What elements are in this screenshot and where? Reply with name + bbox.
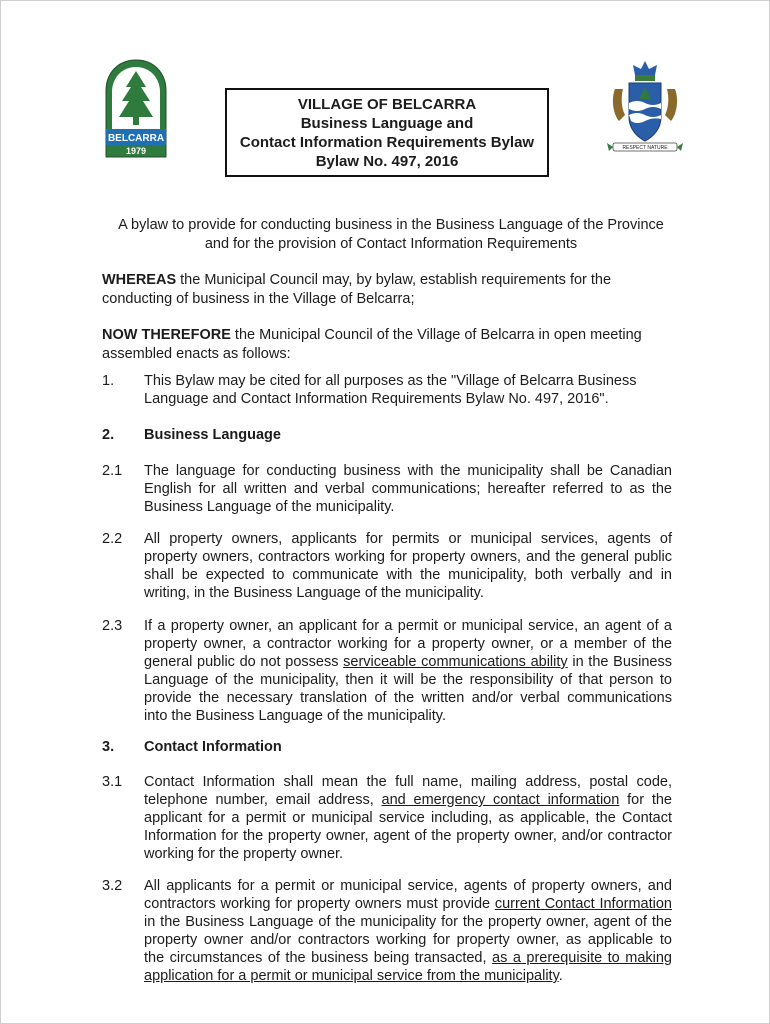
section-3-1-text <box>144 773 672 863</box>
section-3-1-line-part: for the <box>619 792 672 808</box>
serviceable-communications-ability-term: serviceable communications ability <box>343 654 568 670</box>
section-3-1-number: 3.1 <box>102 774 123 790</box>
now-therefore-clause <box>102 326 682 364</box>
now-therefore-line-2: assembled enacts as follows: <box>102 346 291 362</box>
section-3-2-line-part: the circumstances of the business being transacted, <box>144 950 493 966</box>
title-line-2: Business Language and <box>300 115 474 132</box>
section-1-text <box>144 372 672 408</box>
section-2-3-line: into the Business Language of the municipality. <box>144 708 447 724</box>
logo-name: BELCARRA <box>107 133 165 144</box>
section-3-2-line: in the Business Language of the municipality for the property owner, agent of the <box>144 914 672 930</box>
section-3-2-number: 3.2 <box>102 878 123 894</box>
section-2-3-line: property owner, a contractor working for a property owner, or a member of the <box>144 636 672 652</box>
section-3-1-line: working for the property owner. <box>144 846 344 862</box>
section-3-2-line <box>144 967 672 985</box>
title-line-1: VILLAGE OF BELCARRA <box>297 96 477 113</box>
section-2-3-line: provide the necessary translation of the written and/or verbal communications <box>144 690 672 706</box>
section-1-number: 1. <box>102 373 115 389</box>
section-2-2-line: writing, in the Business Language of the municipality. <box>144 585 484 601</box>
section-2-2-line: shall be expected to communicate with the municipality, both verbally and in <box>144 567 672 583</box>
logo-year: 1979 <box>125 146 147 156</box>
section-3-heading: Contact Information <box>144 739 282 755</box>
whereas-line-1: the Municipal Council may, by bylaw, establish requirements for the <box>176 272 612 288</box>
now-therefore-line-1: the Municipal Council of the Village of Belcarra in open meeting <box>230 327 642 343</box>
section-3-1-line: applicant for a permit or municipal service including, as applicable, the Contact <box>144 810 672 826</box>
section-2-2-number: 2.2 <box>102 531 123 547</box>
section-3-2-line-part: contractors working for property owners must provide <box>144 896 495 912</box>
section-2-2-line: All property owners, applicants for permits or municipal services, agents of <box>144 531 672 547</box>
section-1-line: This Bylaw may be cited for all purposes as the "Village of Belcarra Business <box>144 373 637 389</box>
section-2-1-line: English for all written and verbal communications; hereafter referred to as the <box>144 481 672 497</box>
now-therefore-lead: NOW THEREFORE <box>102 327 231 343</box>
section-2-3-number: 2.3 <box>102 618 123 634</box>
section-2-3-text <box>144 617 672 725</box>
title-line-4: Bylaw No. 497, 2016 <box>315 153 459 170</box>
whereas-line-2: conducting of business in the Village of Belcarra; <box>102 291 415 307</box>
section-2-3-line: If a property owner, an applicant for a permit or municipal service, an agent of a <box>144 618 672 634</box>
coat-of-arms-crest <box>605 59 685 159</box>
whereas-lead: WHEREAS <box>102 272 177 288</box>
bylaw-title-box <box>225 88 549 177</box>
section-3-2-text <box>144 877 672 985</box>
section-2-3-line-part: general public do not possess <box>144 654 344 670</box>
current-contact-information-term: current Contact Information <box>494 896 672 912</box>
preamble-line-2: and for the provision of Contact Information Requirements <box>204 236 578 252</box>
belcarra-logo <box>104 59 168 159</box>
prerequisite-term-continued: application for a permit or municipal service from the municipality <box>144 968 559 984</box>
section-1-line: Language and Contact Information Requirements Bylaw No. 497, 2016". <box>144 391 609 407</box>
section-3-1-line <box>144 791 672 809</box>
section-3-1-line: Contact Information shall mean the full name, mailing address, postal code, <box>144 774 672 790</box>
preamble <box>101 216 681 254</box>
crest-motto: RESPECT NATURE <box>622 145 668 151</box>
section-3-2-line <box>144 949 672 967</box>
prerequisite-term: as a prerequisite to making <box>492 950 672 966</box>
preamble-line-1: A bylaw to provide for conducting business in the Business Language of the Province <box>118 217 664 233</box>
section-2-3-line: Language of the municipality, then it will be the responsibility of that person to <box>144 672 672 688</box>
section-3-number: 3. <box>102 739 115 755</box>
section-3-2-line: All applicants for a permit or municipal service, agents of property owners, and <box>144 878 672 894</box>
section-2-2-line: property owners, contractors working for property owners, and the general public <box>144 549 672 565</box>
section-3-2-line <box>144 895 672 913</box>
section-3-1-line: Information for the property owner, agent of the property owner, and/or contractor <box>144 828 672 844</box>
section-2-1-line: The language for conducting business with the municipality shall be Canadian <box>144 463 672 479</box>
section-3-2-line-part: . <box>558 968 563 984</box>
section-2-1-line: Business Language of the municipality. <box>144 499 395 515</box>
section-2-heading: Business Language <box>144 427 281 443</box>
section-2-2-text <box>144 530 672 602</box>
title-line-3: Contact Information Requirements Bylaw <box>239 134 535 151</box>
whereas-clause <box>102 271 682 309</box>
section-2-1-number: 2.1 <box>102 463 123 479</box>
section-3-1-line-part: telephone number, email address, <box>144 792 382 808</box>
emergency-contact-term: and emergency contact information <box>381 792 620 808</box>
section-2-3-line-part: in the Business <box>567 654 672 670</box>
section-2-number: 2. <box>102 427 115 443</box>
section-3-2-line: property owner and/or contractors working for property owner, as applicable to <box>144 932 672 948</box>
section-2-3-line <box>144 653 672 671</box>
section-2-1-text <box>144 462 672 516</box>
